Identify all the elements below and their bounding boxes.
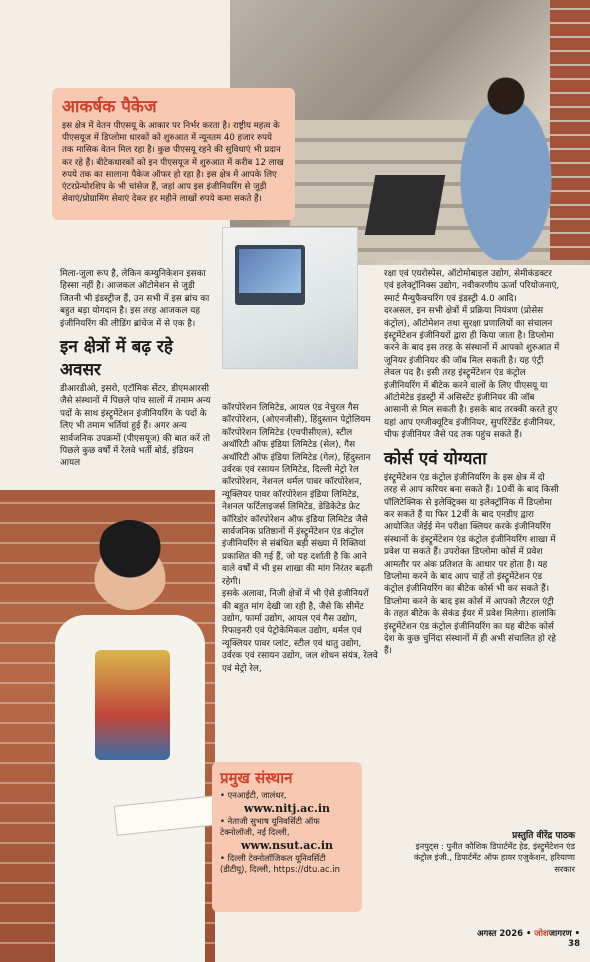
author-name: प्रस्तुति वीरेंद्र पाठक [512,831,575,841]
course-heading: कोर्स एवं योग्यता [384,448,487,469]
column-2 [222,402,378,675]
student-head-photo-detail [90,520,170,610]
institute-url[interactable]: www.nsut.ac.in [240,839,334,852]
institute-item: • दिल्ली टेक्नोलॉजिकल यूनिवर्सिटी (डीटीयू), दिल्ली, https://dtu.ac.in [220,853,340,874]
col3-paragraph-3: इंस्ट्रूमेंटेशन एंड कंट्रोल इंजीनियरिंग के इस क्षेत्र में दो तरह से आप करियर बना सकते हैं। 10वीं के बाद किसी पॉलिटेक्निक से इलेक्ट्रिक्स या इलेक्ट्रॉनिक में डिप्लोमा कर सकते हैं या फिर 12वीं के बाद एनडीए द्वारा आयोजित जेईई मेन परीक्षा क्लियर करके इंजीनियरिंग संस्थानों के इंस्ट्रूमेंटेशन एंड कंट्रोल इंजीनियरिंग शाखा में प्रवेश पा सकते हैं। उपरोक्त डिप्लोमा कोर्स में प्रवेश आमतौर पर अंक प्रतिशत के आधार पर होता है। यह डिप्लोमा करने के बाद आप चाहें तो इंस्ट्रूमेंटेशन एंड कंट्रोल इंजीनियरिंग का बीटेक कोर्स भी कर सकते हैं। डिप्लोमा करने के बाद इस कोर्स में आपको लैटरल एंट्री के तहत बीटेक के सेकंड ईयर में प्रवेश मिलेगा। हालांकि इंस्ट्रूमेंटेशन एंड कंट्रोल इंजीनियरिंग का यह बीटेक कोर्स देश के कुछ चुनिंदा संस्थानों में ही अभी संचालित हो रहे हैं। [384,472,559,657]
col1-paragraph-2: डीआरडीओ, इसरो, एटॉमिक सेंटर, डीएमआरसी जैसे संस्थानों में पिछले पांच सालों में तमाम अन्य पदों के साथ इंस्ट्रूमेंटेशन इंजीनियरिंग के पदों के लिए भी तमाम भर्तियां हुई हैं। अगर अन्य सार्वजनिक उपक्रमों (पीएसयूज) की बात करें तो पिछले कुछ वर्षों में रेलवे भर्ती बोर्ड, इंडियन आयल [60,384,211,469]
opportunities-heading: इन क्षेत्रों में बढ़ रहे अवसर [60,337,173,381]
footer-month: अगस्त 2026 • [476,929,532,939]
page-footer [470,928,580,949]
laptop-photo-detail [365,175,446,235]
institute-url[interactable]: www.nitj.ac.in [243,802,331,815]
author-credit [395,828,575,875]
footer-paper: जागरण • [548,929,580,939]
institute-item: • नेताजी सुभाष यूनिवर्सिटी ऑफ टेक्नोलॉजी, नई दिल्ली, [220,816,320,837]
col3-paragraph-2: दरअसल, इन सभी क्षेत्रों में प्रक्रिया नियंत्रण (प्रोसेस कंट्रोल), ऑटोमेशन तथा सुरक्षा प्रणालियों का संचालन इंस्ट्रूमेंटेशन इंजीनियरों द्वारा ही किया जाता है। डिप्लोमा करने के बाद इस तरह के संस्थानों में आपको शुरुआत में जूनियर इंजीनियर की जॉब मिल सकती है। यह एंट्री लेवल पद है। इसी तरह इंस्ट्रूमेंटेशन एंड कंट्रोल इंजीनियरिंग में बीटेक करने वालों के लिए पीएसयू या ऑटोमेटेड इंडस्ट्री में असिस्टेंट इंजीनियर की जॉब आसानी से मिल सकती है। इसके बाद तरक्की करते हुए यहां आप एग्जीक्यूटिव इंजीनियर, सुपरिंटेंडेंट इंजीनियर, चीफ इंजीनियर जैसे पद तक पहुंच सकते हैं। [384,306,560,441]
column-1 [60,268,215,470]
institute-item: • एनआईटी, जालंधर, [220,790,287,800]
package-info-box [52,88,295,220]
desk-laptop-photo-detail [235,245,305,305]
institutes-title: प्रमुख संस्थान [220,769,293,787]
institutes-box [212,762,362,912]
page-number: 38 [568,939,580,949]
col2-paragraph-2: इसके अलावा, निजी क्षेत्रों में भी ऐसे इंजीनियरों की बहुत मांग देखी जा रही है, जैसे कि सीमेंट उद्योग, फार्मा उद्योग, आयल एवं गैस उद्योग, रिफाइनरी एवं पेट्रोकेमिकल उद्योग, थर्मल एवं न्यूक्लियर पावर प्लांट, स्टील एवं धातु उद्योग, उर्वरक एवं रसायन उद्योग, जल शोधन संयंत्र, रेलवे एवं मेट्रो रेल, [222,589,378,674]
footer-brand: जोश [534,929,549,939]
col1-paragraph-1: मिला-जुला रूप है, लेकिन कम्युनिकेशन इसका हिस्सा नहीं है। आजकल ऑटोमेशन से जुड़ी जितनी भी इंडस्ट्रीज हैं, उन सभी में इस ब्रांच का बहुत बड़ा योगदान है। इस तरह आजकल यह इंजीनियरिंग की लीडिंग ब्रांचेज में से एक है। [60,269,210,329]
author-bio: इनपुट्स : पुनीत कौशिक डिपार्टमेंट हेड, इंस्ट्रूमेंटेशन एंड कंट्रोल इंजी., डिपार्टमेंट ऑफ हायर एजुकेशन, हरियाणा सरकार [413,841,575,874]
col3-paragraph-1: रक्षा एवं एयरोस्पेस, ऑटोमोबाइल उद्योग, सेमीकंडक्टर एवं इलेक्ट्रॉनिक्स उद्योग, नवीकरणीय ऊर्जा परियोजनाएं, स्मार्ट मैन्युफैक्चरिंग एवं इंडस्ट्री 4.0 आदि। [384,269,560,304]
girl-with-laptop-photo [440,60,560,260]
col2-paragraph-1: कॉरपोरेशन लिमिटेड, आयल एंड नेचुरल गैस कॉरपोरेशन, (ओएनजीसी), हिंदुस्तान पेट्रोलियम कॉरपोरेशन लिमिटेड (एचपीसीएल), स्टील अथॉरिटी ऑफ इंडिया लिमिटेड (सेल), गैस अथॉरिटी ऑफ इंडिया लिमिटेड (गेल), हिंदुस्तान उर्वरक एवं रसायन लिमिटेड, दिल्ली मेट्रो रेल कॉरपोरेशन, नेशनल थर्मल पावर कॉरपोरेशन, न्यूक्लियर पावर कॉरपोरेशन इंडिया लिमिटेड, नेशनल फर्टिलाइजर्स लिमिटेड, डेडिकेटेड फ्रेट कॉरिडोर कॉरपोरेशन ऑफ इंडिया लिमिटेड जैसे सार्वजनिक प्रतिष्ठानों में इंस्ट्रूमेंटेशन एंड कंट्रोल इंजीनियरिंग से संबंधित बड़ी संख्या में रिक्तियां प्रकाशित की गई हैं, जो यह दर्शाती है कि आने वाले वर्षों में भी इस शाखा की मांग निरंतर बढ़ती रहेगी। [222,403,373,587]
package-body: इस क्षेत्र में वेतन पीएसयू के आकार पर निर्भर करता है। राष्ट्रीय महत्व के पीएसयूज में डिप्लोमा धारकों को शुरुआत में न्यूनतम 40 हजार रुपये तक मासिक वेतन मिल रहा है। कुछ पीएसयू रहने की सुविधाएं भी प्रदान कर रहे हैं। बीटेकधारकों को इन पीएसयूज में शुरुआत में करीब 12 लाख रुपये तक का सालाना पैकेज ऑफर हो रहा है। इस क्षेत्र में आपके लिए एंटरप्रेन्योरशिप के भी चांसेज हैं, जहां आप इस इंजीनियरिंग से जुड़ी सेवाएं/प्रोग्रामिंग सेवाएं देकर हर महीने लाखों रुपये कमा सकते हैं। [62,121,284,205]
column-3 [384,268,560,658]
package-title: आकर्षक पैकेज [62,97,157,117]
student-tshirt-print-photo-detail [95,650,170,760]
